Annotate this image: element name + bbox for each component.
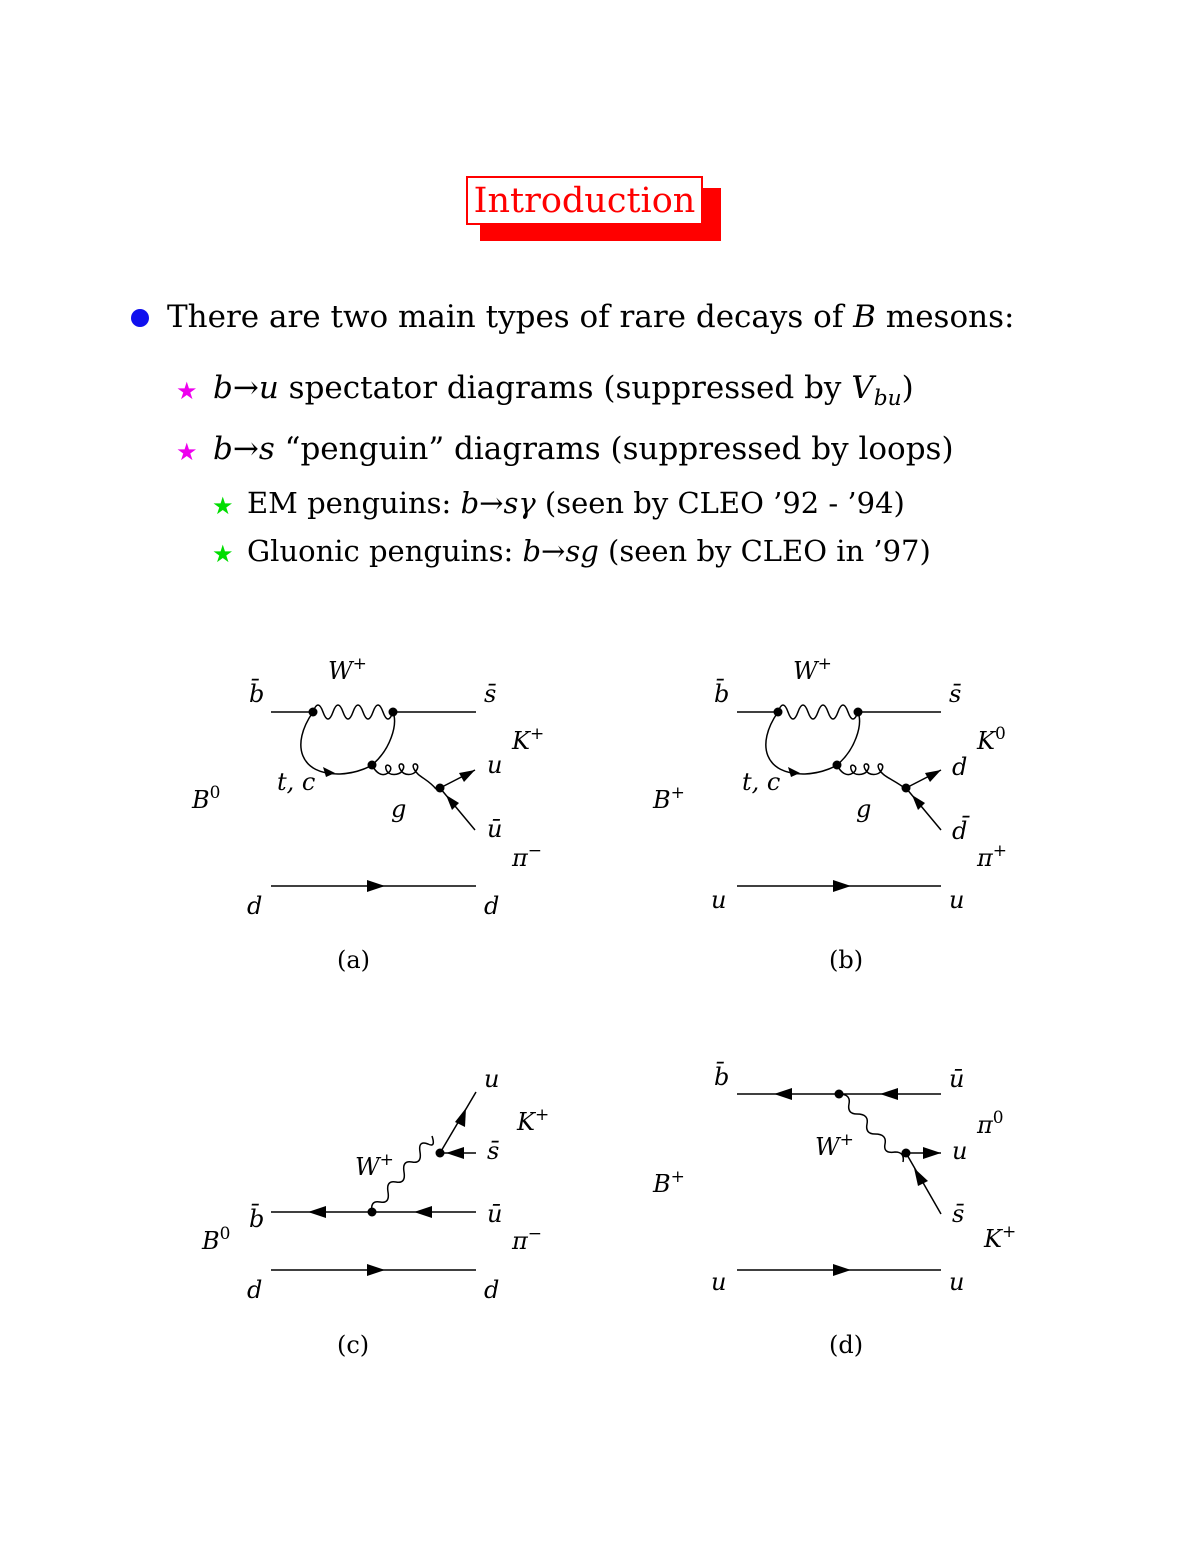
diagram-a-gluon xyxy=(372,764,436,789)
diagram-c-ubar-arrow xyxy=(414,1206,432,1218)
diagram-a-boson-label: W+ xyxy=(328,654,367,685)
diagram-a-w-boson xyxy=(313,705,393,719)
diagram-d-vertex xyxy=(902,1149,911,1158)
diagram-c-out-u-label: u xyxy=(484,1065,500,1093)
star-icon: ★ xyxy=(212,492,234,520)
diagram-c-out-sbar-arrow xyxy=(446,1147,464,1159)
diagram-a-quark-loop xyxy=(301,712,395,774)
diagram-b-w-boson xyxy=(778,705,858,719)
subitem-gluonic-q: sg xyxy=(565,534,599,568)
diagram-b-loop-arrow xyxy=(788,767,800,777)
diagram-a-meson-out1: K+ xyxy=(512,724,545,755)
diagram-a-loop-arrow xyxy=(323,767,335,777)
diagram-c-out-bottom-label: d xyxy=(484,1276,500,1304)
diagram-b-out-d-arrow xyxy=(925,770,941,782)
item-penguin-b: b xyxy=(213,431,233,467)
diagram-b-out-bottom-label: u xyxy=(949,886,965,914)
diagram-b-gluon-label: g xyxy=(856,795,872,823)
subitem-gluonic-pre: Gluonic penguins: xyxy=(247,534,523,568)
diagram-c-meson-in: $B^0$ xyxy=(202,1224,231,1255)
diagram-a-meson-in: $B^0$ xyxy=(192,783,221,814)
diagram-d-in-top-label: b̄ xyxy=(714,1063,730,1091)
diagram-c-meson-out1: K+ xyxy=(517,1105,550,1136)
diagram-a-vertex xyxy=(436,784,445,793)
diagram-d-b-arrow xyxy=(774,1088,792,1100)
diagram-d-meson-out2: K+ xyxy=(984,1222,1017,1253)
diagram-a-in-bottom-label: d xyxy=(247,892,263,920)
diagram-b-in-bottom-label: u xyxy=(711,886,727,914)
item-spectator-arrow: → xyxy=(232,370,259,406)
item-penguin-text: “penguin” diagrams (suppressed by loops) xyxy=(274,431,954,467)
diagram-d-out-u-arrow xyxy=(923,1147,941,1159)
diagram-a-out-bottom-label: d xyxy=(484,892,500,920)
diagram-a-out-top-label: s̄ xyxy=(484,680,497,708)
diagram-c xyxy=(201,1065,549,1359)
diagram-d-boson-label: W+ xyxy=(815,1130,854,1161)
diagram-a-out-ubar-label: ū xyxy=(487,815,503,843)
diagram-d-in-bottom-label: u xyxy=(711,1268,727,1296)
subitem-em-pre: EM penguins: xyxy=(247,486,461,520)
item-spectator-close: ) xyxy=(901,370,914,406)
bullet-prefix: There are two main types of rare decays of xyxy=(167,299,854,335)
subitem-em-post: (seen by CLEO ’92 - ’94) xyxy=(535,486,905,520)
diagram-b-vertex xyxy=(774,708,783,717)
diagram-b xyxy=(652,654,1007,974)
diagram-b-gluon xyxy=(837,764,906,789)
diagram-a-vertex xyxy=(309,708,318,717)
diagram-a-meson-out2: π− xyxy=(512,841,543,872)
diagram-c-b-arrow xyxy=(308,1206,326,1218)
diagram-b-spectator-arrow xyxy=(833,880,851,892)
diagram-c-in-top-label: b̄ xyxy=(249,1205,265,1233)
diagram-b-boson-label: W+ xyxy=(793,654,832,685)
diagram-c-w-boson xyxy=(372,1136,434,1212)
diagram-b-vertex xyxy=(833,761,842,770)
diagram-a-caption: (a) xyxy=(337,946,371,974)
diagram-c-out-ubar-label: ū xyxy=(487,1200,503,1228)
diagram-b-out-d-label: d xyxy=(952,753,968,781)
diagram-d-out-sbar-arrow xyxy=(914,1168,928,1186)
diagram-b-vertex xyxy=(854,708,863,717)
diagram-d-out-sbar-line xyxy=(906,1153,941,1214)
diagram-c-in-bottom-label: d xyxy=(247,1276,263,1304)
subitem-gluonic-b: b xyxy=(522,534,542,568)
item-spectator-q: u xyxy=(258,370,279,406)
diagram-b-out-dbar-line xyxy=(906,788,941,830)
diagram-b-vertex xyxy=(902,784,911,793)
diagram-d-vertex xyxy=(835,1090,844,1099)
diagram-b-loop-label: t, c xyxy=(742,768,781,796)
diagram-c-meson-out2: π− xyxy=(512,1224,543,1255)
item-spectator-b: b xyxy=(213,370,233,406)
diagram-d-out-sbar-label: s̄ xyxy=(952,1200,965,1228)
diagram-b-meson-in: B+ xyxy=(653,783,685,814)
diagram-d-out-u-label: u xyxy=(952,1137,968,1165)
diagram-a-gluon-label: g xyxy=(391,795,407,823)
diagram-b-meson-out2: π+ xyxy=(977,841,1008,872)
diagram-d-caption: (d) xyxy=(829,1331,864,1359)
subitem-em-b: b xyxy=(460,486,480,520)
subitem-gluonic-post: (seen by CLEO in ’97) xyxy=(598,534,931,568)
diagram-c-boson-label: W+ xyxy=(355,1150,394,1181)
item-spectator-vsub: bu xyxy=(873,386,902,412)
diagram-b-quark-loop xyxy=(766,712,860,774)
diagram-a-out-u-arrow xyxy=(459,770,475,782)
page-title: Introduction xyxy=(466,176,703,225)
diagram-b-in-top-label: b̄ xyxy=(714,680,730,708)
diagram-b-meson-out1: $K^0$ xyxy=(977,724,1006,755)
diagram-c-caption: (c) xyxy=(337,1331,370,1359)
diagram-b-caption: (b) xyxy=(829,946,864,974)
subitem-gluonic-arrow: → xyxy=(541,534,566,568)
diagram-a-out-ubar-line xyxy=(440,788,475,830)
diagram-d-w-boson xyxy=(839,1094,903,1162)
diagram-c-vertex xyxy=(436,1149,445,1158)
diagram-d-out-top-label: ū xyxy=(949,1065,965,1093)
diagram-a-vertex xyxy=(389,708,398,717)
diagram-d-meson-in: B+ xyxy=(653,1167,685,1198)
diagram-b-out-top-label: s̄ xyxy=(949,680,962,708)
diagram-d-ubar-arrow xyxy=(880,1088,898,1100)
diagram-a-spectator-arrow xyxy=(367,880,385,892)
item-penguin-arrow: → xyxy=(232,431,259,467)
star-icon: ★ xyxy=(176,438,198,466)
diagram-c-vertex xyxy=(368,1208,377,1217)
subitem-em-q: sγ xyxy=(503,486,536,520)
diagram-a-vertex xyxy=(368,761,377,770)
item-spectator-text: spectator diagrams (suppressed by xyxy=(278,370,852,406)
diagram-d-meson-out1: $\pi^0$ xyxy=(977,1108,1004,1139)
diagram-d-spectator-arrow xyxy=(833,1264,851,1276)
subitem-em-arrow: → xyxy=(479,486,504,520)
diagram-b-out-dbar-label: d̄ xyxy=(952,817,968,845)
item-spectator-v: V xyxy=(851,370,874,406)
diagram-a-in-top-label: b̄ xyxy=(249,680,265,708)
diagram-c-spectator-arrow xyxy=(367,1264,385,1276)
diagram-a xyxy=(191,654,544,974)
bullet-meson: B xyxy=(853,299,876,335)
diagram-c-out-sbar-label: s̄ xyxy=(487,1137,500,1165)
diagram-d xyxy=(652,1062,1016,1359)
diagram-d-out-bottom-label: u xyxy=(949,1268,965,1296)
diagram-a-out-u-label: u xyxy=(487,751,503,779)
star-icon: ★ xyxy=(212,540,234,568)
diagram-a-loop-label: t, c xyxy=(277,768,316,796)
star-icon: ★ xyxy=(176,377,198,405)
item-penguin-q: s xyxy=(258,431,275,467)
bullet-suffix: mesons: xyxy=(875,299,1015,335)
